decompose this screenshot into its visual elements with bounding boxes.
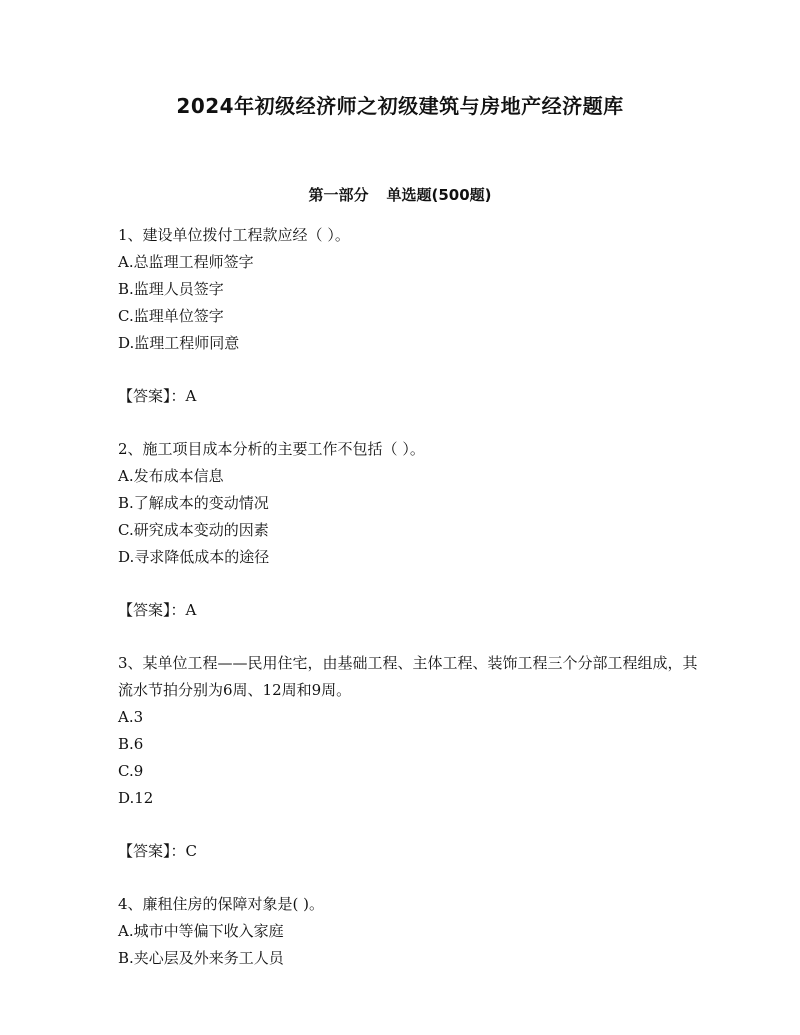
answer-line bbox=[118, 838, 698, 865]
option-c: C.研究成本变动的因素 bbox=[118, 521, 269, 539]
option-a: A.3 bbox=[118, 708, 144, 726]
section-heading: 单选题(500题) bbox=[386, 186, 492, 204]
answer-value: C bbox=[185, 842, 197, 860]
answer-line bbox=[118, 597, 698, 624]
option-b: B.6 bbox=[118, 735, 144, 753]
section-part: 第一部分 bbox=[308, 186, 369, 204]
question-stem: 1、建设单位拨付工程款应经（ ）。 bbox=[118, 226, 350, 244]
option-b: B.夹心层及外来务工人员 bbox=[118, 949, 284, 967]
answer-label: 【答案】： bbox=[118, 387, 186, 405]
option-a: A.总监理工程师签字 bbox=[118, 253, 254, 271]
question-1 bbox=[118, 222, 698, 436]
answer-value: A bbox=[185, 601, 197, 619]
section-title bbox=[0, 184, 800, 206]
option-a: A.城市中等偏下收入家庭 bbox=[118, 922, 284, 940]
question-4 bbox=[118, 891, 698, 972]
question-stem: 2、施工项目成本分析的主要工作不包括（ ）。 bbox=[118, 440, 425, 458]
question-2 bbox=[118, 436, 698, 650]
option-a: A.发布成本信息 bbox=[118, 467, 224, 485]
option-d: D.寻求降低成本的途径 bbox=[118, 548, 270, 566]
answer-value: A bbox=[185, 387, 197, 405]
document-title: 2024年初级经济师之初级建筑与房地产经济题库 bbox=[176, 94, 624, 118]
option-c: C.9 bbox=[118, 762, 144, 780]
question-3 bbox=[118, 650, 698, 891]
option-d: D.12 bbox=[118, 789, 154, 807]
option-b: B.了解成本的变动情况 bbox=[118, 494, 269, 512]
option-b: B.监理人员签字 bbox=[118, 280, 224, 298]
question-list bbox=[118, 222, 698, 972]
question-stem: 3、某单位工程——民用住宅，由基础工程、主体工程、装饰工程三个分部工程组成，其流水节拍分别为6周、12周和9周。 bbox=[118, 654, 698, 699]
answer-label: 【答案】： bbox=[118, 842, 186, 860]
question-stem: 4、廉租住房的保障对象是( )。 bbox=[118, 895, 325, 913]
option-d: D.监理工程师同意 bbox=[118, 334, 240, 352]
option-c: C.监理单位签字 bbox=[118, 307, 224, 325]
answer-line bbox=[118, 383, 698, 410]
answer-label: 【答案】： bbox=[118, 601, 186, 619]
